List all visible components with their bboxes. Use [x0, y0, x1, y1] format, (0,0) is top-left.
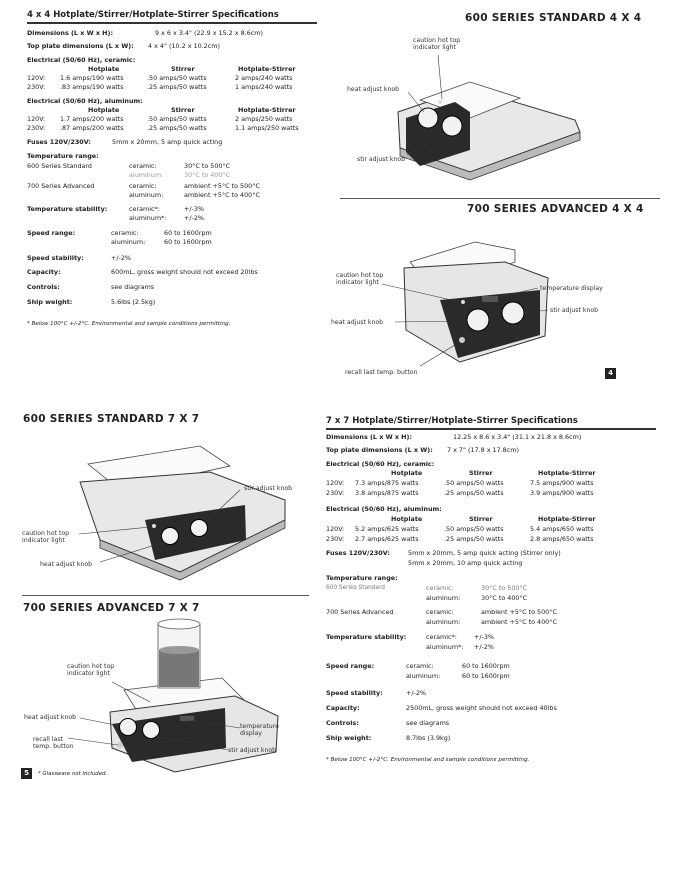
temp-700-name: 700 Series Advanced	[27, 182, 95, 190]
aluminum-row-hotplate: .87 amps/200 watts	[60, 124, 124, 132]
speed-aluminum: aluminum:	[111, 238, 146, 246]
ship-weight-val: 8.7lbs (3.9kg)	[406, 734, 451, 742]
electrical-ceramic-label: Electrical (50/60 Hz), ceramic:	[326, 460, 435, 468]
fuses-value: 5mm x 20mm, 5 amp quick acting	[112, 138, 223, 146]
adv-7x7-temp-callout	[240, 723, 279, 738]
stab-aluminum-val: +/-2%	[184, 214, 204, 222]
aluminum-row-hs: 2 amps/250 watts	[235, 115, 293, 123]
callout-line: caution hot top	[22, 530, 70, 537]
adv-7x7-stir-callout: stir adjust knob	[228, 747, 277, 754]
temp-700-name: 700 Series Advanced	[326, 608, 394, 616]
callout-line: indicator light	[413, 44, 456, 52]
temp-600-name: 600 Series Standard	[27, 162, 92, 170]
callout-line: indicator light	[22, 537, 65, 545]
speed-stability-val: +/-2%	[406, 689, 426, 697]
std-4x4-heat-callout: heat adjust knob	[347, 86, 400, 93]
col-stirrer: Stirrer	[171, 65, 195, 73]
col-hotplate-stirrer: Hotplate-Stirrer	[538, 515, 596, 523]
dimensions-label: Dimensions (L x W x H):	[27, 29, 114, 37]
stab-ceramic-val: +/-3%	[474, 633, 494, 641]
temp-600-ceramic-val: 30°C to 500°C	[184, 162, 231, 170]
aluminum-row-stirrer: .50 amps/50 watts	[147, 115, 207, 123]
speed-ceramic-val: 60 to 1600rpm	[462, 662, 510, 670]
aluminum-row-hotplate: 1.7 amps/200 watts	[60, 115, 124, 123]
std-7x7-title: 600 SERIES STANDARD 7 X 7	[23, 413, 200, 425]
callout-line: indicator light	[336, 279, 379, 287]
col-hotplate-stirrer: Hotplate-Stirrer	[538, 469, 596, 477]
temp-700-aluminum-val: ambient +5°C to 400°C	[481, 618, 557, 626]
temp-stability-label: Temperature stability:	[27, 205, 108, 213]
ship-weight-label: Ship weight:	[27, 298, 73, 306]
aluminum-row-hs: 5.4 amps/650 watts	[530, 525, 594, 533]
col-stirrer: Stirrer	[469, 469, 493, 477]
adv-4x4-tempdisplay-callout: temperature display	[540, 285, 603, 292]
temp-700-ceramic: ceramic:	[129, 182, 157, 190]
aluminum-row-stirrer: .25 amps/50 watts	[147, 124, 207, 132]
page-number-4: 4	[605, 368, 616, 379]
std-7x7-stir-callout: stir adjust knob	[244, 485, 293, 492]
callout-line: caution hot top	[67, 663, 115, 670]
topplate-label: Top plate dimensions (L x W):	[27, 42, 134, 50]
spec-4x4-footnote: * Below 100°C +/-2°C. Environmental and sample conditions permitting.	[27, 321, 231, 327]
temp-600-ceramic: ceramic:	[129, 162, 157, 170]
ceramic-row-stirrer: .25 amps/50 watts	[444, 489, 504, 497]
ship-weight-val: 5.6lbs (2.5kg)	[111, 298, 156, 306]
col-hotplate: Hotplate	[391, 469, 423, 477]
temp-700-aluminum-val: ambient +5°C to 400°C	[184, 191, 260, 199]
aluminum-row-hotplate: 5.2 amps/625 watts	[355, 525, 419, 533]
callout-line: display	[240, 730, 262, 738]
aluminum-row-stirrer: .25 amps/50 watts	[444, 535, 504, 543]
temp-700-aluminum: aluminum:	[129, 191, 164, 199]
dimensions-label: Dimensions (L x W x H):	[326, 433, 413, 441]
dimensions-value: 12.25 x 8.6 x 3.4" (31.1 x 21.8 x 8.6cm)	[453, 433, 582, 441]
stab-ceramic: ceramic*:	[426, 633, 457, 641]
ceramic-row-voltage: 120V:	[326, 479, 345, 487]
ceramic-row-stirrer: .50 amps/50 watts	[147, 74, 207, 82]
glassware-note: * Glassware not included.	[38, 771, 108, 777]
capacity-label: Capacity:	[27, 268, 61, 276]
speed-stability-label: Speed stability:	[326, 689, 383, 697]
topplate-value: 4 x 4" (10.2 x 10.2cm)	[148, 42, 220, 50]
col-hotplate: Hotplate	[88, 65, 120, 73]
speed-ceramic-val: 60 to 1600rpm	[164, 229, 212, 237]
temp-range-label: Temperature range:	[27, 152, 99, 160]
temp-600-aluminum-val: 30°C to 400°C	[481, 594, 528, 602]
ceramic-row-hotplate: 1.6 amps/190 watts	[60, 74, 124, 82]
dimensions-value: 9 x 6 x 3.4" (22.9 x 15.2 x 8.6cm)	[155, 29, 263, 37]
callout-line: indicator light	[67, 670, 110, 678]
topplate-label: Top plate dimensions (L x W):	[326, 446, 433, 454]
controls-label: Controls:	[27, 283, 60, 291]
ceramic-row-hs: 2 amps/240 watts	[235, 74, 293, 82]
adv-4x4-title: 700 SERIES ADVANCED 4 X 4	[467, 203, 644, 215]
adv-4x4-stir-callout: stir adjust knob	[550, 307, 599, 314]
aluminum-row-hs: 2.8 amps/650 watts	[530, 535, 594, 543]
aluminum-row-hotplate: 2.7 amps/625 watts	[355, 535, 419, 543]
spec-7x7-rule	[326, 428, 656, 430]
adv-7x7-title: 700 SERIES ADVANCED 7 X 7	[23, 602, 200, 614]
electrical-aluminum-label: Electrical (50/60 Hz), aluminum:	[326, 505, 442, 513]
capacity-val: 2500mL, gross weight should not exceed 40lbs	[406, 704, 557, 712]
col-hotplate: Hotplate	[391, 515, 423, 523]
electrical-ceramic-label: Electrical (50/60 Hz), ceramic:	[27, 56, 136, 64]
speed-stability-label: Speed stability:	[27, 254, 84, 262]
speed-range-label: Speed range:	[27, 229, 76, 237]
fuses-value-1: 5mm x 20mm, 5 amp quick acting (Stirrer only)	[408, 549, 561, 557]
callout-line: temperature	[240, 723, 279, 730]
electrical-aluminum-label: Electrical (50/60 Hz), aluminum:	[27, 97, 143, 105]
spec-7x7-heading: 7 x 7 Hotplate/Stirrer/Hotplate-Stirrer Specifications	[326, 416, 578, 426]
ceramic-row-hotplate: 7.3 amps/875 watts	[355, 479, 419, 487]
spec-4x4-heading: 4 x 4 Hotplate/Stirrer/Hotplate-Stirrer Specifications	[27, 10, 279, 20]
temp-stability-label: Temperature stability:	[326, 633, 407, 641]
capacity-label: Capacity:	[326, 704, 360, 712]
stab-ceramic-val: +/-3%	[184, 205, 204, 213]
ceramic-row-hs: 1 amps/240 watts	[235, 83, 293, 91]
callout-line: recall last	[33, 736, 63, 743]
temp-range-label: Temperature range:	[326, 574, 398, 582]
speed-aluminum-val: 60 to 1600rpm	[164, 238, 212, 246]
adv-4x4-recall-callout: recall last temp. button	[345, 369, 418, 376]
col-hotplate-stirrer: Hotplate-Stirrer	[238, 65, 296, 73]
spec-7x7-footnote: * Below 100°C +/-2°C. Environmental and sample conditions permitting.	[326, 757, 530, 763]
std-4x4-title: 600 SERIES STANDARD 4 X 4	[465, 12, 642, 24]
callout-line: caution hot top	[413, 37, 461, 44]
ceramic-row-voltage: 120V:	[27, 74, 46, 82]
controls-val: see diagrams	[406, 719, 450, 727]
col-hotplate-stirrer: Hotplate-Stirrer	[238, 106, 296, 114]
adv-7x7-caution-callout	[67, 663, 114, 678]
fuses-label: Fuses 120V/230V:	[27, 138, 91, 146]
ceramic-row-stirrer: .50 amps/50 watts	[444, 479, 504, 487]
callout-line: temp. button	[33, 743, 74, 751]
aluminum-row-hs: 1.1 amps/250 watts	[235, 124, 299, 132]
topplate-value: 7 x 7" (17.8 x 17.8cm)	[447, 446, 519, 454]
speed-ceramic: ceramic:	[406, 662, 434, 670]
fuses-value-2: 5mm x 20mm, 10 amp quick acting	[408, 559, 523, 567]
adv-7x7-recall-callout	[33, 736, 74, 751]
callout-line: caution hot top	[336, 272, 384, 279]
ceramic-row-voltage: 230V:	[27, 83, 46, 91]
temp-600-ceramic: ceramic:	[426, 584, 454, 592]
temp-700-aluminum: aluminum:	[426, 618, 461, 626]
std-4x4-stir-callout: stir adjust knob	[357, 156, 406, 163]
page-number-5: 5	[21, 768, 32, 779]
capacity-val: 600mL, gross weight should not exceed 20lbs	[111, 268, 258, 276]
aluminum-row-stirrer: .50 amps/50 watts	[444, 525, 504, 533]
speed-stability-val: +/-2%	[111, 254, 131, 262]
temp-600-name: 600 Series Standard	[326, 585, 385, 591]
std-7x7-heat-callout: heat adjust knob	[40, 561, 93, 568]
fuses-label: Fuses 120V/230V:	[326, 549, 390, 557]
col-hotplate: Hotplate	[88, 106, 120, 114]
ceramic-row-stirrer: .25 amps/50 watts	[147, 83, 207, 91]
stab-aluminum: aluminum*:	[129, 214, 167, 222]
adv-4x4-heat-callout: heat adjust knob	[331, 319, 384, 326]
temp-700-ceramic-val: ambient +5°C to 500°C	[184, 182, 260, 190]
temp-600-aluminum: aluminum:	[426, 594, 461, 602]
ceramic-row-voltage: 230V:	[326, 489, 345, 497]
temp-600-aluminum-val: 30°C to 400°C	[184, 171, 231, 179]
speed-ceramic: ceramic:	[111, 229, 139, 237]
stab-aluminum-val: +/-2%	[474, 643, 494, 651]
temp-700-ceramic: ceramic:	[426, 608, 454, 616]
ship-weight-label: Ship weight:	[326, 734, 372, 742]
ceramic-row-hs: 3.9 amps/900 watts	[530, 489, 594, 497]
col-stirrer: Stirrer	[171, 106, 195, 114]
aluminum-row-voltage: 120V:	[326, 525, 345, 533]
ceramic-row-hotplate: .83 amps/190 watts	[60, 83, 124, 91]
controls-val: see diagrams	[111, 283, 155, 291]
speed-range-label: Speed range:	[326, 662, 375, 670]
controls-label: Controls:	[326, 719, 359, 727]
speed-aluminum-val: 60 to 1600rpm	[462, 672, 510, 680]
adv-7x7-heat-callout: heat adjust knob	[24, 714, 77, 721]
temp-600-aluminum: aluminum:	[129, 171, 164, 179]
ceramic-row-hotplate: 3.8 amps/875 watts	[355, 489, 419, 497]
col-stirrer: Stirrer	[469, 515, 493, 523]
temp-700-ceramic-val: ambient +5°C to 500°C	[481, 608, 557, 616]
aluminum-row-voltage: 230V:	[326, 535, 345, 543]
speed-aluminum: aluminum:	[406, 672, 441, 680]
stab-aluminum: aluminum*:	[426, 643, 464, 651]
aluminum-row-voltage: 120V:	[27, 115, 46, 123]
aluminum-row-voltage: 230V:	[27, 124, 46, 132]
temp-600-ceramic-val: 30°C to 500°C	[481, 584, 528, 592]
ceramic-row-hs: 7.5 amps/900 watts	[530, 479, 594, 487]
stab-ceramic: ceramic*:	[129, 205, 160, 213]
